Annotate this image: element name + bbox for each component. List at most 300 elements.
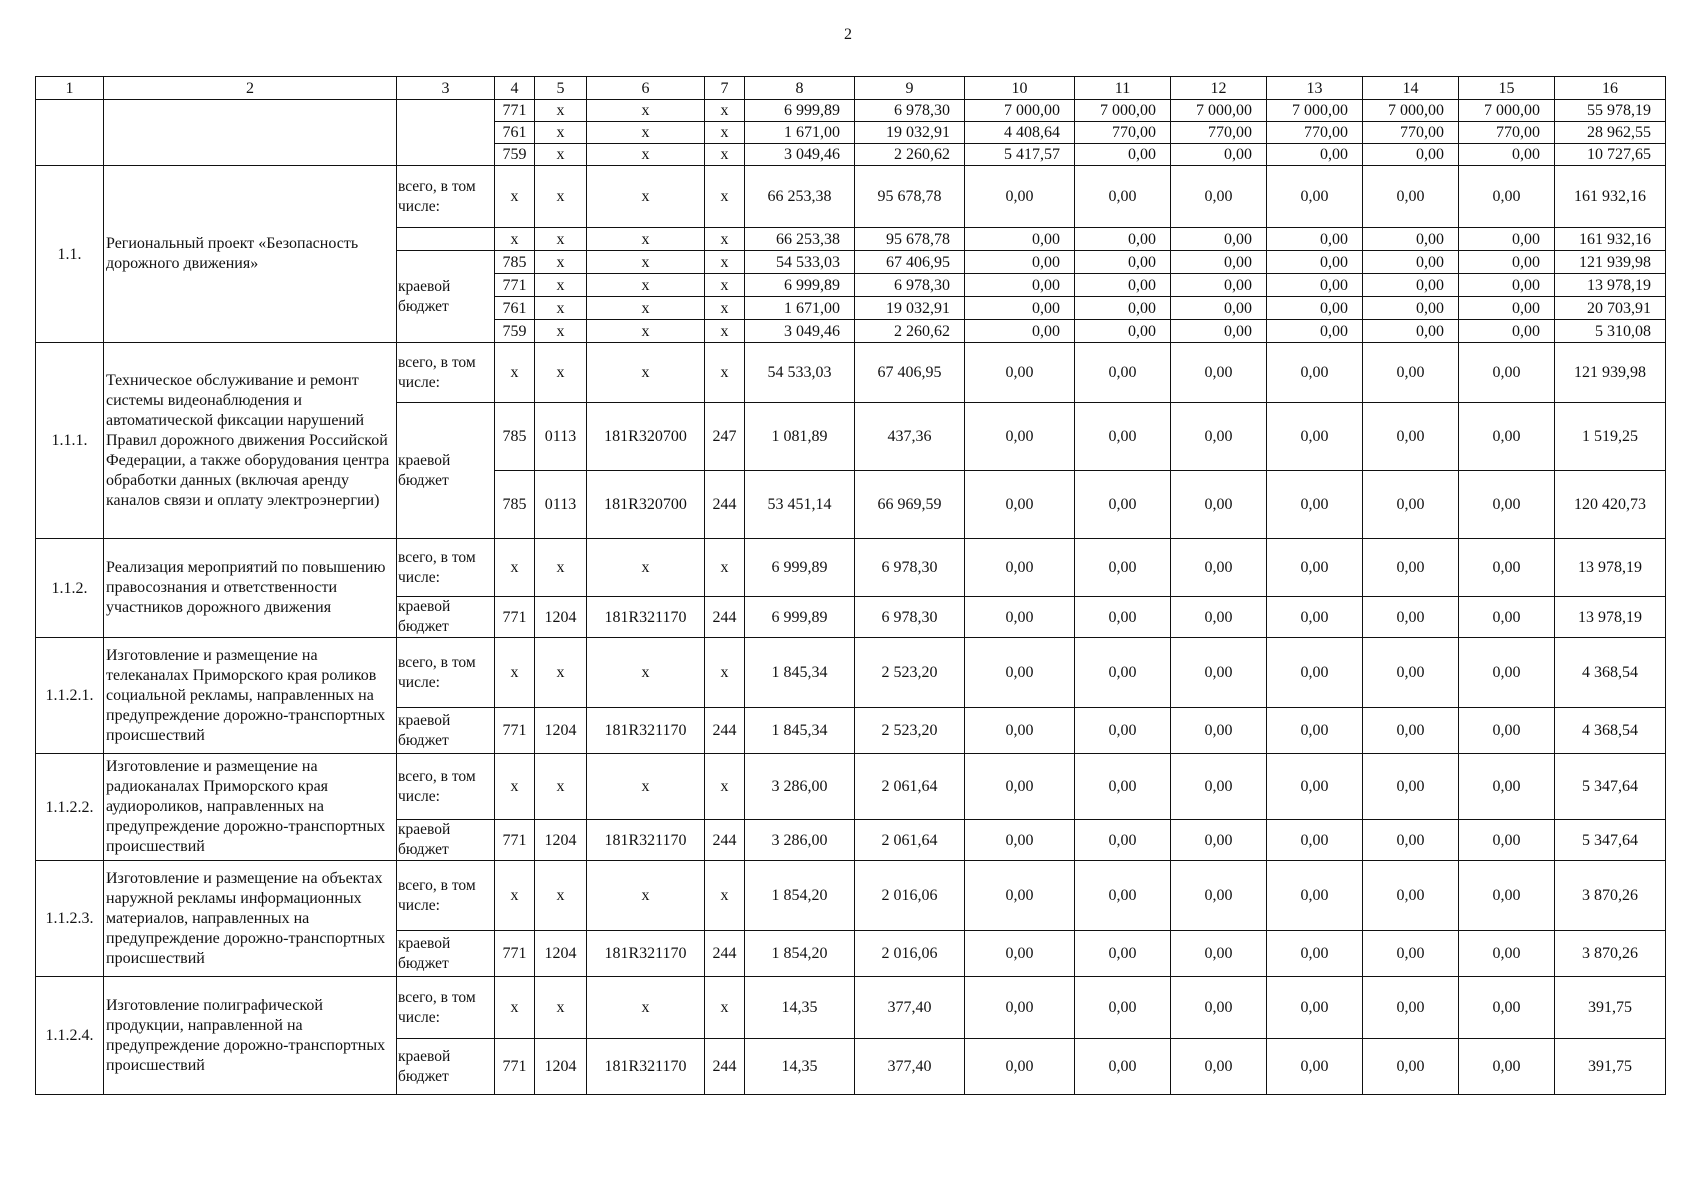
amount-cell: 0,00 [1267, 931, 1363, 977]
code-cell: x [705, 638, 745, 708]
code-cell: x [705, 861, 745, 931]
amount-cell: 0,00 [1171, 320, 1267, 343]
amount-cell: 28 962,55 [1555, 122, 1666, 144]
amount-cell: 0,00 [1075, 403, 1171, 471]
amount-cell: 0,00 [1267, 539, 1363, 597]
amount-cell: 0,00 [1363, 597, 1459, 638]
amount-cell: 0,00 [965, 166, 1075, 228]
amount-cell: 0,00 [1459, 977, 1555, 1039]
empty-cell [397, 100, 495, 166]
amount-cell: 0,00 [1267, 403, 1363, 471]
amount-cell: 0,00 [1075, 320, 1171, 343]
amount-cell: 6 999,89 [745, 539, 855, 597]
amount-cell: 0,00 [1363, 320, 1459, 343]
amount-cell: 0,00 [1267, 251, 1363, 274]
amount-cell: 0,00 [1459, 320, 1555, 343]
amount-cell: 0,00 [1459, 539, 1555, 597]
amount-cell: 1 671,00 [745, 297, 855, 320]
amount-cell: 770,00 [1171, 122, 1267, 144]
amount-cell: 0,00 [1363, 343, 1459, 403]
column-number-header: 10 [965, 77, 1075, 100]
amount-cell: 0,00 [1363, 977, 1459, 1039]
table-body [36, 77, 1666, 1095]
amount-cell: 0,00 [1459, 597, 1555, 638]
column-number-header: 16 [1555, 77, 1666, 100]
amount-cell: 0,00 [1459, 297, 1555, 320]
code-cell: x [705, 343, 745, 403]
amount-cell: 67 406,95 [855, 251, 965, 274]
column-number-header: 14 [1363, 77, 1459, 100]
amount-cell: 0,00 [965, 274, 1075, 297]
code-cell: 771 [495, 708, 535, 754]
amount-cell: 0,00 [1459, 251, 1555, 274]
amount-cell: 5 310,08 [1555, 320, 1666, 343]
page-number: 2 [844, 26, 852, 43]
code-cell: 181R321170 [587, 931, 705, 977]
amount-cell: 0,00 [965, 931, 1075, 977]
amount-cell: 66 253,38 [745, 166, 855, 228]
amount-cell: 0,00 [1075, 861, 1171, 931]
amount-cell: 0,00 [1171, 597, 1267, 638]
amount-cell: 0,00 [1267, 1039, 1363, 1095]
amount-cell: 0,00 [965, 638, 1075, 708]
table-row [36, 539, 1666, 597]
amount-cell: 54 533,03 [745, 251, 855, 274]
amount-cell: 4 408,64 [965, 122, 1075, 144]
code-cell: x [705, 539, 745, 597]
code-cell: x [535, 861, 587, 931]
code-cell: x [587, 861, 705, 931]
table-row [36, 343, 1666, 403]
amount-cell: 0,00 [1171, 861, 1267, 931]
amount-cell: 2 061,64 [855, 754, 965, 820]
column-number-header: 15 [1459, 77, 1555, 100]
amount-cell: 95 678,78 [855, 228, 965, 251]
amount-cell: 437,36 [855, 403, 965, 471]
amount-cell: 0,00 [1267, 343, 1363, 403]
amount-cell: 0,00 [1171, 708, 1267, 754]
amount-cell: 0,00 [1075, 166, 1171, 228]
code-cell: x [535, 228, 587, 251]
amount-cell: 19 032,91 [855, 297, 965, 320]
amount-cell: 0,00 [1363, 144, 1459, 166]
amount-cell: 0,00 [1075, 274, 1171, 297]
amount-cell: 53 451,14 [745, 471, 855, 539]
header-row [36, 77, 1666, 100]
amount-cell: 0,00 [1459, 931, 1555, 977]
amount-cell: 3 049,46 [745, 320, 855, 343]
column-number-header: 3 [397, 77, 495, 100]
amount-cell: 6 999,89 [745, 100, 855, 122]
amount-cell: 6 999,89 [745, 597, 855, 638]
table-row [36, 638, 1666, 708]
amount-cell: 0,00 [1075, 597, 1171, 638]
amount-cell: 0,00 [1459, 166, 1555, 228]
amount-cell: 0,00 [1459, 343, 1555, 403]
code-cell: x [535, 977, 587, 1039]
code-cell: 244 [705, 471, 745, 539]
code-cell: 0113 [535, 403, 587, 471]
amount-cell: 0,00 [965, 977, 1075, 1039]
amount-cell: 2 016,06 [855, 861, 965, 931]
code-cell: x [495, 754, 535, 820]
code-cell: 761 [495, 297, 535, 320]
funding-label: всего, в том числе: [397, 343, 495, 403]
code-cell: 244 [705, 820, 745, 861]
item-name: Изготовление полиграфической продукции, направленной на предупреждение дорожно-транспортных происшествий [104, 977, 397, 1095]
amount-cell: 5 347,64 [1555, 820, 1666, 861]
amount-cell: 14,35 [745, 977, 855, 1039]
amount-cell: 770,00 [1459, 122, 1555, 144]
amount-cell: 0,00 [1075, 539, 1171, 597]
amount-cell: 0,00 [1267, 638, 1363, 708]
amount-cell: 770,00 [1075, 122, 1171, 144]
item-code: 1.1.1. [36, 343, 104, 539]
amount-cell: 13 978,19 [1555, 274, 1666, 297]
budget-table [35, 76, 1666, 1095]
code-cell: x [587, 251, 705, 274]
amount-cell: 13 978,19 [1555, 539, 1666, 597]
amount-cell: 7 000,00 [1459, 100, 1555, 122]
code-cell: 247 [705, 403, 745, 471]
code-cell: x [535, 144, 587, 166]
code-cell: x [535, 320, 587, 343]
code-cell: x [587, 977, 705, 1039]
amount-cell: 3 286,00 [745, 754, 855, 820]
amount-cell: 2 523,20 [855, 708, 965, 754]
amount-cell: 6 978,30 [855, 539, 965, 597]
amount-cell: 0,00 [965, 403, 1075, 471]
amount-cell: 0,00 [1267, 320, 1363, 343]
code-cell: x [495, 228, 535, 251]
funding-label: всего, в том числе: [397, 977, 495, 1039]
amount-cell: 0,00 [1363, 754, 1459, 820]
amount-cell: 2 523,20 [855, 638, 965, 708]
code-cell: x [587, 122, 705, 144]
code-cell: 785 [495, 403, 535, 471]
amount-cell: 0,00 [1363, 820, 1459, 861]
amount-cell: 0,00 [965, 251, 1075, 274]
amount-cell: 2 016,06 [855, 931, 965, 977]
amount-cell: 770,00 [1267, 122, 1363, 144]
amount-cell: 0,00 [965, 820, 1075, 861]
code-cell: x [587, 539, 705, 597]
amount-cell: 3 870,26 [1555, 931, 1666, 977]
code-cell: x [705, 166, 745, 228]
column-number-header: 12 [1171, 77, 1267, 100]
column-number-header: 9 [855, 77, 965, 100]
amount-cell: 0,00 [1171, 274, 1267, 297]
item-code: 1.1. [36, 166, 104, 343]
amount-cell: 0,00 [1171, 1039, 1267, 1095]
amount-cell: 0,00 [1363, 708, 1459, 754]
amount-cell: 391,75 [1555, 1039, 1666, 1095]
amount-cell: 0,00 [1363, 1039, 1459, 1095]
amount-cell: 0,00 [1267, 597, 1363, 638]
amount-cell: 161 932,16 [1555, 166, 1666, 228]
amount-cell: 3 049,46 [745, 144, 855, 166]
code-cell: x [535, 100, 587, 122]
amount-cell: 0,00 [1075, 471, 1171, 539]
code-cell: x [535, 274, 587, 297]
code-cell: x [495, 343, 535, 403]
amount-cell: 0,00 [1267, 977, 1363, 1039]
amount-cell: 0,00 [1267, 166, 1363, 228]
code-cell: 1204 [535, 708, 587, 754]
code-cell: 1204 [535, 597, 587, 638]
amount-cell: 0,00 [1171, 144, 1267, 166]
code-cell: x [705, 977, 745, 1039]
code-cell: x [705, 274, 745, 297]
code-cell: x [587, 754, 705, 820]
code-cell: 181R320700 [587, 471, 705, 539]
code-cell: x [587, 100, 705, 122]
code-cell: x [535, 539, 587, 597]
code-cell: x [705, 122, 745, 144]
code-cell: x [587, 297, 705, 320]
amount-cell: 121 939,98 [1555, 251, 1666, 274]
amount-cell: 0,00 [1171, 403, 1267, 471]
amount-cell: 0,00 [965, 539, 1075, 597]
amount-cell: 0,00 [1075, 820, 1171, 861]
code-cell: 181R320700 [587, 403, 705, 471]
amount-cell: 1 854,20 [745, 931, 855, 977]
amount-cell: 0,00 [1267, 861, 1363, 931]
item-code: 1.1.2.3. [36, 861, 104, 977]
code-cell: 244 [705, 597, 745, 638]
code-cell: 244 [705, 1039, 745, 1095]
amount-cell: 0,00 [1075, 144, 1171, 166]
amount-cell: 0,00 [1267, 754, 1363, 820]
amount-cell: 7 000,00 [1267, 100, 1363, 122]
code-cell: x [587, 638, 705, 708]
funding-label: краевой бюджет [397, 403, 495, 539]
item-name: Изготовление и размещение на телеканалах Приморского края роликов социальной рекламы, направленных на предупреждение дорожно-транспортных происшествий [104, 638, 397, 754]
amount-cell: 0,00 [965, 320, 1075, 343]
item-name: Изготовление и размещение на радиоканалах Приморского края аудиороликов, направленных на предупреждение дорожно-транспортных происшествий [104, 754, 397, 861]
amount-cell: 0,00 [1267, 820, 1363, 861]
code-cell: 771 [495, 820, 535, 861]
amount-cell: 0,00 [1075, 931, 1171, 977]
code-cell: 181R321170 [587, 1039, 705, 1095]
amount-cell: 66 253,38 [745, 228, 855, 251]
code-cell: x [535, 754, 587, 820]
code-cell: x [535, 638, 587, 708]
amount-cell: 0,00 [1363, 861, 1459, 931]
amount-cell: 2 260,62 [855, 320, 965, 343]
amount-cell: 0,00 [1363, 166, 1459, 228]
code-cell: x [705, 100, 745, 122]
code-cell: x [705, 297, 745, 320]
amount-cell: 0,00 [1075, 228, 1171, 251]
code-cell: 759 [495, 320, 535, 343]
amount-cell: 0,00 [1363, 638, 1459, 708]
amount-cell: 7 000,00 [1363, 100, 1459, 122]
code-cell: x [495, 166, 535, 228]
amount-cell: 0,00 [1363, 297, 1459, 320]
amount-cell: 0,00 [1459, 708, 1555, 754]
column-number-header: 6 [587, 77, 705, 100]
amount-cell: 0,00 [965, 861, 1075, 931]
amount-cell: 0,00 [965, 471, 1075, 539]
amount-cell: 0,00 [1459, 820, 1555, 861]
code-cell: 771 [495, 931, 535, 977]
column-number-header: 8 [745, 77, 855, 100]
column-number-header: 7 [705, 77, 745, 100]
amount-cell: 0,00 [1363, 228, 1459, 251]
code-cell: x [495, 638, 535, 708]
funding-label: всего, в том числе: [397, 166, 495, 228]
amount-cell: 0,00 [1363, 274, 1459, 297]
amount-cell: 0,00 [1171, 638, 1267, 708]
amount-cell: 1 854,20 [745, 861, 855, 931]
code-cell: 181R321170 [587, 820, 705, 861]
amount-cell: 0,00 [965, 1039, 1075, 1095]
code-cell: x [705, 251, 745, 274]
amount-cell: 1 671,00 [745, 122, 855, 144]
funding-label: всего, в том числе: [397, 539, 495, 597]
item-name: Реализация мероприятий по повышению правосознания и ответственности участников дорожного движения [104, 539, 397, 638]
amount-cell: 5 347,64 [1555, 754, 1666, 820]
amount-cell: 7 000,00 [965, 100, 1075, 122]
code-cell: 771 [495, 274, 535, 297]
column-number-header: 11 [1075, 77, 1171, 100]
amount-cell: 391,75 [1555, 977, 1666, 1039]
amount-cell: 0,00 [1267, 471, 1363, 539]
code-cell: x [495, 977, 535, 1039]
amount-cell: 0,00 [1075, 977, 1171, 1039]
amount-cell: 2 260,62 [855, 144, 965, 166]
amount-cell: 1 081,89 [745, 403, 855, 471]
amount-cell: 1 845,34 [745, 708, 855, 754]
funding-label: краевой бюджет [397, 820, 495, 861]
code-cell: 244 [705, 931, 745, 977]
amount-cell: 3 286,00 [745, 820, 855, 861]
code-cell: 771 [495, 100, 535, 122]
amount-cell: 54 533,03 [745, 343, 855, 403]
amount-cell: 0,00 [1363, 931, 1459, 977]
amount-cell: 0,00 [1171, 343, 1267, 403]
code-cell: x [535, 251, 587, 274]
amount-cell: 0,00 [1267, 708, 1363, 754]
item-code: 1.1.2. [36, 539, 104, 638]
amount-cell: 0,00 [1075, 754, 1171, 820]
amount-cell: 0,00 [1459, 638, 1555, 708]
amount-cell: 0,00 [1363, 539, 1459, 597]
amount-cell: 0,00 [1171, 977, 1267, 1039]
amount-cell: 6 999,89 [745, 274, 855, 297]
amount-cell: 4 368,54 [1555, 638, 1666, 708]
amount-cell: 161 932,16 [1555, 228, 1666, 251]
amount-cell: 2 061,64 [855, 820, 965, 861]
amount-cell: 0,00 [965, 708, 1075, 754]
code-cell: x [535, 166, 587, 228]
amount-cell: 0,00 [1075, 638, 1171, 708]
amount-cell: 0,00 [1171, 297, 1267, 320]
amount-cell: 7 000,00 [1075, 100, 1171, 122]
code-cell: 181R321170 [587, 708, 705, 754]
amount-cell: 67 406,95 [855, 343, 965, 403]
column-number-header: 5 [535, 77, 587, 100]
code-cell: 1204 [535, 820, 587, 861]
amount-cell: 1 845,34 [745, 638, 855, 708]
amount-cell: 0,00 [1075, 1039, 1171, 1095]
amount-cell: 121 939,98 [1555, 343, 1666, 403]
funding-label: краевой бюджет [397, 1039, 495, 1095]
empty-cell [104, 100, 397, 166]
amount-cell: 6 978,30 [855, 597, 965, 638]
item-name: Техническое обслуживание и ремонт системы видеонаблюдения и автоматической фиксации нарушений Правил дорожного движения Российской Федерации, а также оборудования центра обработки данных (включая аренду каналов связи и оплату электроэнергии) [104, 343, 397, 539]
amount-cell: 0,00 [1459, 1039, 1555, 1095]
amount-cell: 0,00 [1171, 251, 1267, 274]
code-cell: 0113 [535, 471, 587, 539]
amount-cell: 0,00 [1171, 539, 1267, 597]
funding-label: краевой бюджет [397, 708, 495, 754]
code-cell: 1204 [535, 931, 587, 977]
empty-cell [397, 228, 495, 251]
amount-cell: 0,00 [1075, 297, 1171, 320]
amount-cell: 0,00 [1075, 251, 1171, 274]
amount-cell: 377,40 [855, 1039, 965, 1095]
funding-label: всего, в том числе: [397, 861, 495, 931]
amount-cell: 0,00 [1459, 228, 1555, 251]
code-cell: 759 [495, 144, 535, 166]
code-cell: 1204 [535, 1039, 587, 1095]
amount-cell: 0,00 [1459, 274, 1555, 297]
code-cell: x [495, 539, 535, 597]
amount-cell: 0,00 [1363, 471, 1459, 539]
code-cell: x [705, 754, 745, 820]
code-cell: x [587, 166, 705, 228]
column-number-header: 2 [104, 77, 397, 100]
code-cell: 244 [705, 708, 745, 754]
code-cell: x [705, 228, 745, 251]
code-cell: 771 [495, 597, 535, 638]
amount-cell: 0,00 [1267, 274, 1363, 297]
code-cell: 785 [495, 471, 535, 539]
funding-label: краевой бюджет [397, 931, 495, 977]
amount-cell: 377,40 [855, 977, 965, 1039]
amount-cell: 0,00 [1267, 144, 1363, 166]
amount-cell: 20 703,91 [1555, 297, 1666, 320]
amount-cell: 0,00 [1459, 144, 1555, 166]
column-number-header: 1 [36, 77, 104, 100]
item-code: 1.1.2.1. [36, 638, 104, 754]
amount-cell: 0,00 [1363, 251, 1459, 274]
amount-cell: 0,00 [1459, 861, 1555, 931]
amount-cell: 19 032,91 [855, 122, 965, 144]
funding-label: краевой бюджет [397, 597, 495, 638]
item-code: 1.1.2.4. [36, 977, 104, 1095]
amount-cell: 10 727,65 [1555, 144, 1666, 166]
amount-cell: 3 870,26 [1555, 861, 1666, 931]
code-cell: 771 [495, 1039, 535, 1095]
amount-cell: 0,00 [965, 228, 1075, 251]
amount-cell: 0,00 [1459, 403, 1555, 471]
empty-cell [36, 100, 104, 166]
code-cell: x [587, 274, 705, 297]
amount-cell: 5 417,57 [965, 144, 1075, 166]
table-row [36, 977, 1666, 1039]
column-number-header: 4 [495, 77, 535, 100]
item-code: 1.1.2.2. [36, 754, 104, 861]
code-cell: 181R321170 [587, 597, 705, 638]
column-number-header: 13 [1267, 77, 1363, 100]
table-row [36, 166, 1666, 228]
amount-cell: 0,00 [1075, 708, 1171, 754]
code-cell: 761 [495, 122, 535, 144]
amount-cell: 0,00 [1363, 403, 1459, 471]
